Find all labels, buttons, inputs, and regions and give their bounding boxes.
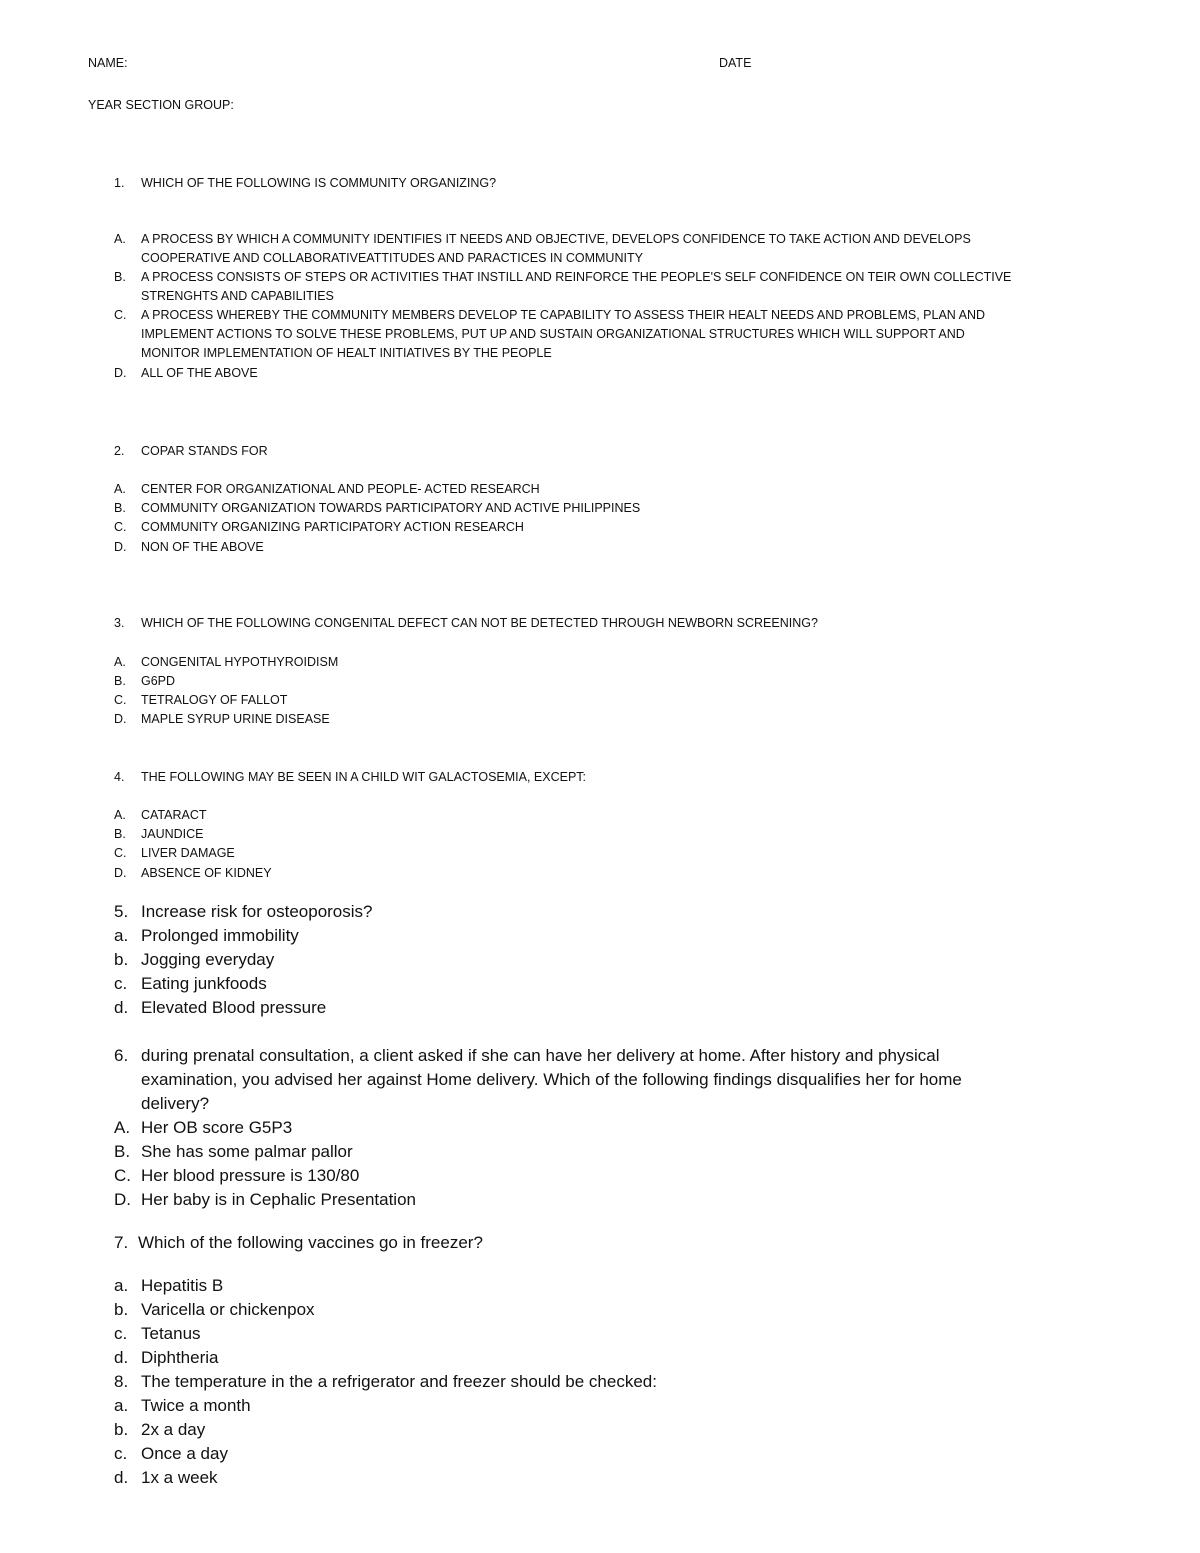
choice-7d <box>114 1346 219 1370</box>
choice-letter: a. <box>114 1276 129 1295</box>
choice-letter: B. <box>114 674 126 688</box>
question-text: Increase risk for osteoporosis? <box>141 902 373 921</box>
choice-3b <box>114 672 175 691</box>
choice-7b <box>114 1298 315 1322</box>
date-label: DATE <box>719 56 752 70</box>
choice-letter: A. <box>114 232 126 246</box>
choice-2c <box>114 518 524 537</box>
question-text: Which of the following vaccines go in freezer? <box>138 1233 483 1252</box>
choice-letter: B. <box>114 270 126 284</box>
choice-text: CATARACT <box>141 808 207 822</box>
choice-letter: a. <box>114 1396 129 1415</box>
question-3 <box>114 614 818 633</box>
choice-text: Prolonged immobility <box>141 926 299 945</box>
choice-text: A PROCESS CONSISTS OF STEPS OR ACTIVITIES THAT INSTILL AND REINFORCE THE PEOPLE'S SELF CONFIDENCE ON TEIR OWN COLLECTIVE STRENGHTS AND CAPABILITIES <box>141 270 1012 303</box>
choice-letter: d. <box>114 998 129 1017</box>
choice-letter: b. <box>114 1300 129 1319</box>
choice-text: CONGENITAL HYPOTHYROIDISM <box>141 655 339 669</box>
choice-letter: D. <box>114 866 127 880</box>
choice-6b <box>114 1140 353 1164</box>
question-number: 2. <box>114 444 125 458</box>
choice-letter: B. <box>114 827 126 841</box>
choice-text: Tetanus <box>141 1324 201 1343</box>
question-7 <box>114 1231 483 1255</box>
choice-3c <box>114 691 287 710</box>
choice-2d <box>114 538 264 557</box>
choice-letter: C. <box>114 1166 131 1185</box>
question-number: 7. <box>114 1233 129 1252</box>
choice-letter: b. <box>114 1420 129 1439</box>
choice-2a <box>114 480 540 499</box>
question-1 <box>114 174 496 193</box>
choice-text: Varicella or chickenpox <box>141 1300 315 1319</box>
choice-4c <box>114 844 235 863</box>
choice-text: MAPLE SYRUP URINE DISEASE <box>141 712 330 726</box>
choice-7c <box>114 1322 201 1346</box>
choice-text: Hepatitis B <box>141 1276 224 1295</box>
question-text: during prenatal consultation, a client asked if she can have her delivery at home. After history and physical examination, you advised her against Home delivery. Which of the following findings disqualifies her for home delivery? <box>141 1046 962 1113</box>
question-4 <box>114 768 586 787</box>
choice-text: CENTER FOR ORGANIZATIONAL AND PEOPLE- ACTED RESEARCH <box>141 482 540 496</box>
choice-letter: c. <box>114 974 128 993</box>
year-section-group-label: YEAR SECTION GROUP: <box>88 98 234 112</box>
question-text: THE FOLLOWING MAY BE SEEN IN A CHILD WIT GALACTOSEMIA, EXCEPT: <box>141 770 587 784</box>
question-5 <box>114 900 373 924</box>
question-number: 4. <box>114 770 125 784</box>
choice-8d <box>114 1466 218 1490</box>
choice-letter: b. <box>114 950 129 969</box>
question-number: 6. <box>114 1046 129 1065</box>
choice-8b <box>114 1418 205 1442</box>
choice-letter: a. <box>114 926 129 945</box>
choice-text: Elevated Blood pressure <box>141 998 327 1017</box>
choice-text: A PROCESS WHEREBY THE COMMUNITY MEMBERS DEVELOP TE CAPABILITY TO ASSESS THEIR HEALT NEEDS AND PROBLEMS, PLAN AND IMPLEMENT ACTIONS TO SOLVE THESE PROBLEMS, PUT UP AND SUSTAIN ORGANIZATIONAL STRUCTURES WHICH WILL SUPPORT AND MONITOR IMPLEMENTATION OF HEALT INITIATIVES BY THE PEOPLE <box>141 308 985 360</box>
choice-letter: A. <box>114 482 126 496</box>
choice-letter: d. <box>114 1348 129 1367</box>
question-number: 8. <box>114 1372 129 1391</box>
choice-text: Her blood pressure is 130/80 <box>141 1166 360 1185</box>
choice-3a <box>114 653 338 672</box>
choice-4a <box>114 806 207 825</box>
question-text: WHICH OF THE FOLLOWING IS COMMUNITY ORGANIZING? <box>141 176 497 190</box>
choice-letter: D. <box>114 366 127 380</box>
choice-text: COMMUNITY ORGANIZING PARTICIPATORY ACTION RESEARCH <box>141 520 524 534</box>
choice-8a <box>114 1394 251 1418</box>
choice-text: NON OF THE ABOVE <box>141 540 264 554</box>
choice-letter: D. <box>114 540 127 554</box>
choice-1d <box>114 364 258 383</box>
choice-letter: B. <box>114 501 126 515</box>
question-text: The temperature in the a refrigerator and freezer should be checked: <box>141 1372 657 1391</box>
choice-5c <box>114 972 267 996</box>
choice-text: COMMUNITY ORGANIZATION TOWARDS PARTICIPATORY AND ACTIVE PHILIPPINES <box>141 501 641 515</box>
question-text: COPAR STANDS FOR <box>141 444 268 458</box>
question-text: WHICH OF THE FOLLOWING CONGENITAL DEFECT CAN NOT BE DETECTED THROUGH NEWBORN SCREENING? <box>141 616 818 630</box>
choice-text: Twice a month <box>141 1396 251 1415</box>
choice-text: ALL OF THE ABOVE <box>141 366 258 380</box>
choice-letter: d. <box>114 1468 129 1487</box>
choice-1b <box>114 268 1011 306</box>
choice-text: G6PD <box>141 674 176 688</box>
choice-letter: c. <box>114 1324 128 1343</box>
choice-text: She has some palmar pallor <box>141 1142 353 1161</box>
choice-7a <box>114 1274 223 1298</box>
choice-letter: A. <box>114 808 126 822</box>
choice-text: Her OB score G5P3 <box>141 1118 293 1137</box>
choice-text: Her baby is in Cephalic Presentation <box>141 1190 416 1209</box>
choice-6d <box>114 1188 416 1212</box>
choice-5a <box>114 924 299 948</box>
choice-3d <box>114 710 330 729</box>
question-2 <box>114 442 268 461</box>
choice-1a <box>114 230 971 268</box>
choice-letter: C. <box>114 846 127 860</box>
choice-4d <box>114 864 272 883</box>
choice-letter: D. <box>114 1190 131 1209</box>
question-number: 3. <box>114 616 125 630</box>
choice-text: TETRALOGY OF FALLOT <box>141 693 288 707</box>
choice-letter: C. <box>114 520 127 534</box>
choice-8c <box>114 1442 228 1466</box>
choice-letter: B. <box>114 1142 131 1161</box>
choice-4b <box>114 825 204 844</box>
choice-1c <box>114 306 985 363</box>
choice-letter: A. <box>114 1118 131 1137</box>
choice-letter: A. <box>114 655 126 669</box>
choice-text: JAUNDICE <box>141 827 204 841</box>
choice-text: LIVER DAMAGE <box>141 846 235 860</box>
choice-letter: c. <box>114 1444 128 1463</box>
choice-text: Diphtheria <box>141 1348 219 1367</box>
choice-5b <box>114 948 274 972</box>
choice-text: Eating junkfoods <box>141 974 267 993</box>
choice-letter: C. <box>114 308 127 322</box>
choice-text: 1x a week <box>141 1468 218 1487</box>
name-label: NAME: <box>88 56 128 70</box>
choice-text: Jogging everyday <box>141 950 275 969</box>
question-number: 5. <box>114 902 129 921</box>
choice-5d <box>114 996 326 1020</box>
choice-2b <box>114 499 640 518</box>
question-6 <box>114 1044 962 1116</box>
choice-text: Once a day <box>141 1444 228 1463</box>
choice-letter: C. <box>114 693 127 707</box>
question-8 <box>114 1370 657 1394</box>
question-number: 1. <box>114 176 125 190</box>
choice-text: 2x a day <box>141 1420 206 1439</box>
choice-text: A PROCESS BY WHICH A COMMUNITY IDENTIFIES IT NEEDS AND OBJECTIVE, DEVELOPS CONFIDENCE TO TAKE ACTION AND DEVELOPS COOPERATIVE AND COLLABORATIVEATTITUDES AND PARACTICES IN COMMUNITY <box>141 232 971 265</box>
choice-6c <box>114 1164 359 1188</box>
choice-letter: D. <box>114 712 127 726</box>
choice-6a <box>114 1116 292 1140</box>
choice-text: ABSENCE OF KIDNEY <box>141 866 272 880</box>
